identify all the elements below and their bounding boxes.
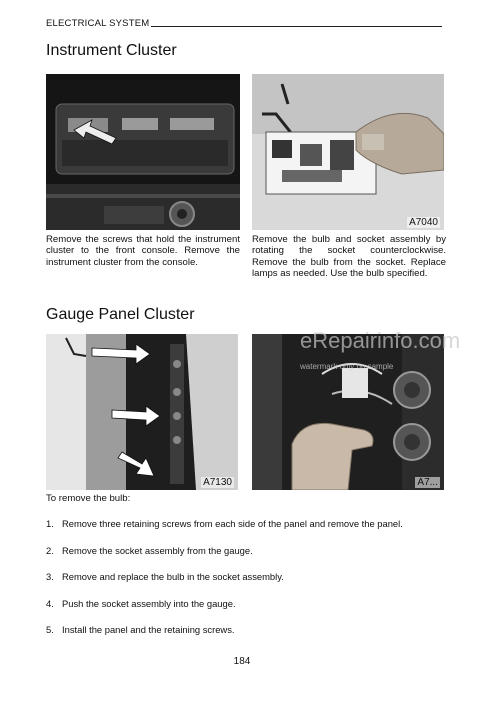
step-text: Install the panel and the retaining screws. — [62, 624, 235, 635]
procedure-steps — [46, 518, 456, 651]
header-section-name: ELECTRICAL SYSTEM — [46, 18, 150, 29]
photo-bulb-socket-removal — [252, 74, 444, 230]
procedure-step — [46, 598, 456, 625]
step-number: 1. — [46, 518, 54, 529]
photo-instrument-cluster — [46, 74, 240, 230]
step-text: Remove the socket assembly from the gauge. — [62, 544, 253, 556]
watermark-site: eRepairinfo.com — [300, 328, 461, 353]
step-number: 4. — [46, 597, 54, 609]
step-number: 5. — [46, 624, 54, 635]
step-text: Push the socket assembly into the gauge. — [62, 597, 236, 609]
step-number: 2. — [46, 544, 54, 556]
procedure-intro: To remove the bulb: — [46, 493, 131, 504]
photo-gauge-socket — [252, 334, 444, 490]
page-number: 184 — [233, 656, 251, 667]
watermark-note: watermark only on sample — [300, 362, 394, 371]
procedure-step — [46, 571, 456, 598]
running-header — [46, 18, 442, 29]
section-title-instrument-cluster: Instrument Cluster — [46, 42, 177, 59]
section-title-gauge-panel-cluster: Gauge Panel Cluster — [46, 306, 195, 323]
photo-label: A7130 — [203, 477, 232, 488]
photo-label: A7... — [417, 477, 438, 488]
caption-instrument-cluster: Remove the screws that hold the instrument cluster to the front console. Remove the instrument cluster from the console. — [46, 234, 240, 268]
step-text: Remove three retaining screws from each side of the panel and remove the panel. — [62, 518, 403, 529]
procedure-step — [46, 545, 456, 572]
procedure-step — [46, 624, 456, 651]
procedure-step — [46, 518, 456, 545]
photo-gauge-panel-screws — [46, 334, 238, 490]
step-number: 3. — [46, 571, 54, 582]
caption-bulb-socket: Remove the bulb and socket assembly by rotating the socket counterclockwise. Remove the bulb from the socket. Replace lamps as needed. Use the bulb specified. — [252, 234, 446, 280]
header-rule — [151, 26, 442, 27]
photo-label: A7040 — [409, 217, 438, 228]
step-text: Remove and replace the bulb in the socket assembly. — [62, 571, 284, 582]
